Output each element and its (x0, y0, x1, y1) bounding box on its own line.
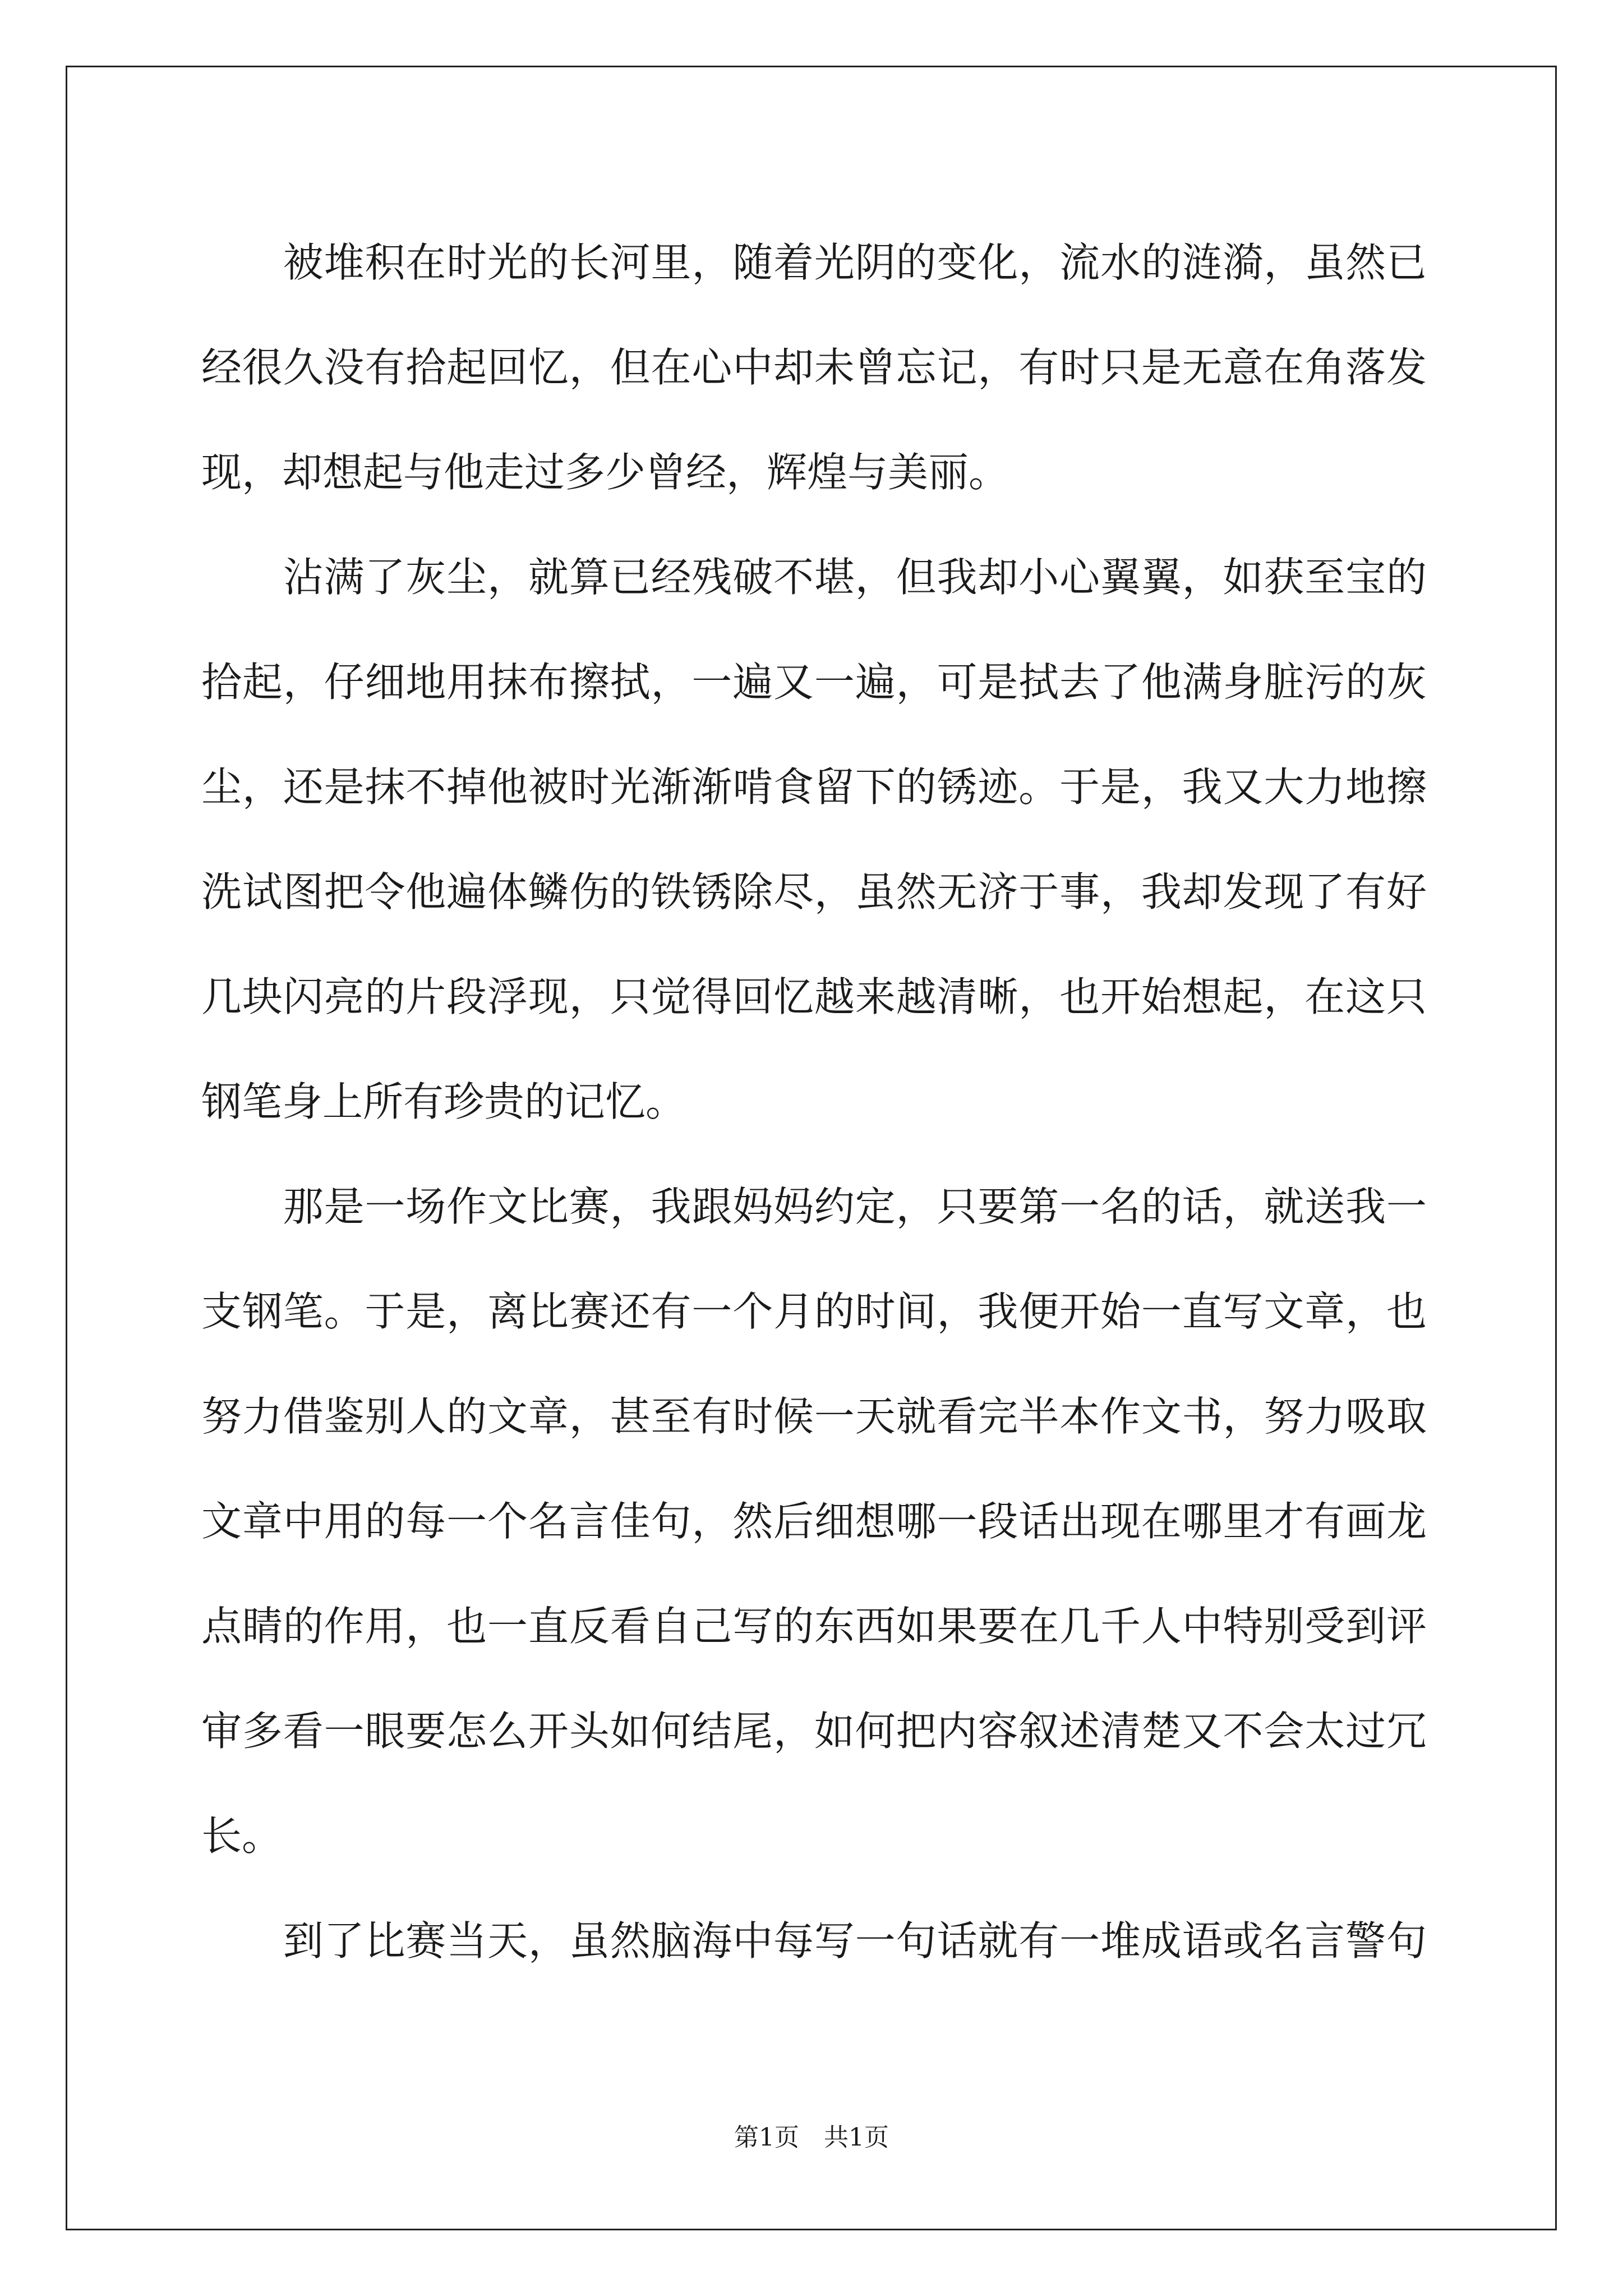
text-line (201, 315, 1427, 420)
text-line (201, 1784, 1427, 1889)
text-line (201, 840, 1427, 945)
text-line (201, 1679, 1427, 1784)
text-line (201, 1050, 1427, 1154)
text-line-content: 洗试图把令他遍体鳞伤的铁锈除尽，虽然无济于事，我却发现了有好 (201, 868, 1427, 915)
text-line-content: 支钢笔。于是，离比赛还有一个月的时间，我便开始一直写文章，也 (201, 1288, 1427, 1335)
text-line-content: 点睛的作用，也一直反看自己写的东西如果要在几千人中特别受到评 (201, 1603, 1427, 1650)
page-footer (0, 2117, 1623, 2153)
text-line-content: 长。 (201, 1812, 283, 1860)
text-line (201, 1574, 1427, 1679)
text-line-content: 钢笔身上所有珍贵的记忆。 (201, 1078, 686, 1125)
text-line-content: 审多看一眼要怎么开头如何结尾，如何把内容叙述清楚又不会太过冗 (201, 1708, 1427, 1755)
text-line-content: 文章中用的每一个名言佳句，然后细想哪一段话出现在哪里才有画龙 (201, 1498, 1427, 1545)
text-line-content: 努力借鉴别人的文章，甚至有时候一天就看完半本作文书，努力吸取 (201, 1393, 1427, 1440)
text-line-content: 经很久没有拾起回忆，但在心中却未曾忘记，有时只是无意在角落发 (201, 344, 1427, 391)
text-line (201, 525, 1427, 630)
text-line (201, 1469, 1427, 1574)
text-line-content: 被堆积在时光的长河里，随着光阴的变化，流水的涟漪，虽然已 (201, 239, 1427, 286)
text-line (201, 630, 1427, 735)
text-line-content: 现，却想起与他走过多少曾经，辉煌与美丽。 (201, 449, 1009, 496)
text-line (201, 1364, 1427, 1469)
text-line (201, 420, 1427, 525)
text-line-content: 拾起，仔细地用抹布擦拭，一遍又一遍，可是拭去了他满身脏污的灰 (201, 659, 1427, 706)
text-line (201, 945, 1427, 1050)
text-line (201, 1259, 1427, 1364)
text-line-content: 那是一场作文比赛，我跟妈妈约定，只要第一名的话，就送我一 (201, 1183, 1427, 1230)
document-body (201, 210, 1427, 1994)
text-line-content: 尘，还是抹不掉他被时光渐渐啃食留下的锈迹。于是，我又大力地擦 (201, 763, 1427, 811)
text-line (201, 735, 1427, 840)
text-line-content: 几块闪亮的片段浮现，只觉得回忆越来越清晰，也开始想起，在这只 (201, 973, 1427, 1020)
text-line-content: 到了比赛当天，虽然脑海中每写一句话就有一堆成语或名言警句 (201, 1917, 1427, 1964)
text-line (201, 1154, 1427, 1259)
text-line (201, 210, 1427, 315)
text-line-content: 沾满了灰尘，就算已经残破不堪，但我却小心翼翼，如获至宝的 (201, 554, 1427, 601)
text-line (201, 1889, 1427, 1994)
page-number-label: 第1页 共1页 (734, 2123, 889, 2152)
